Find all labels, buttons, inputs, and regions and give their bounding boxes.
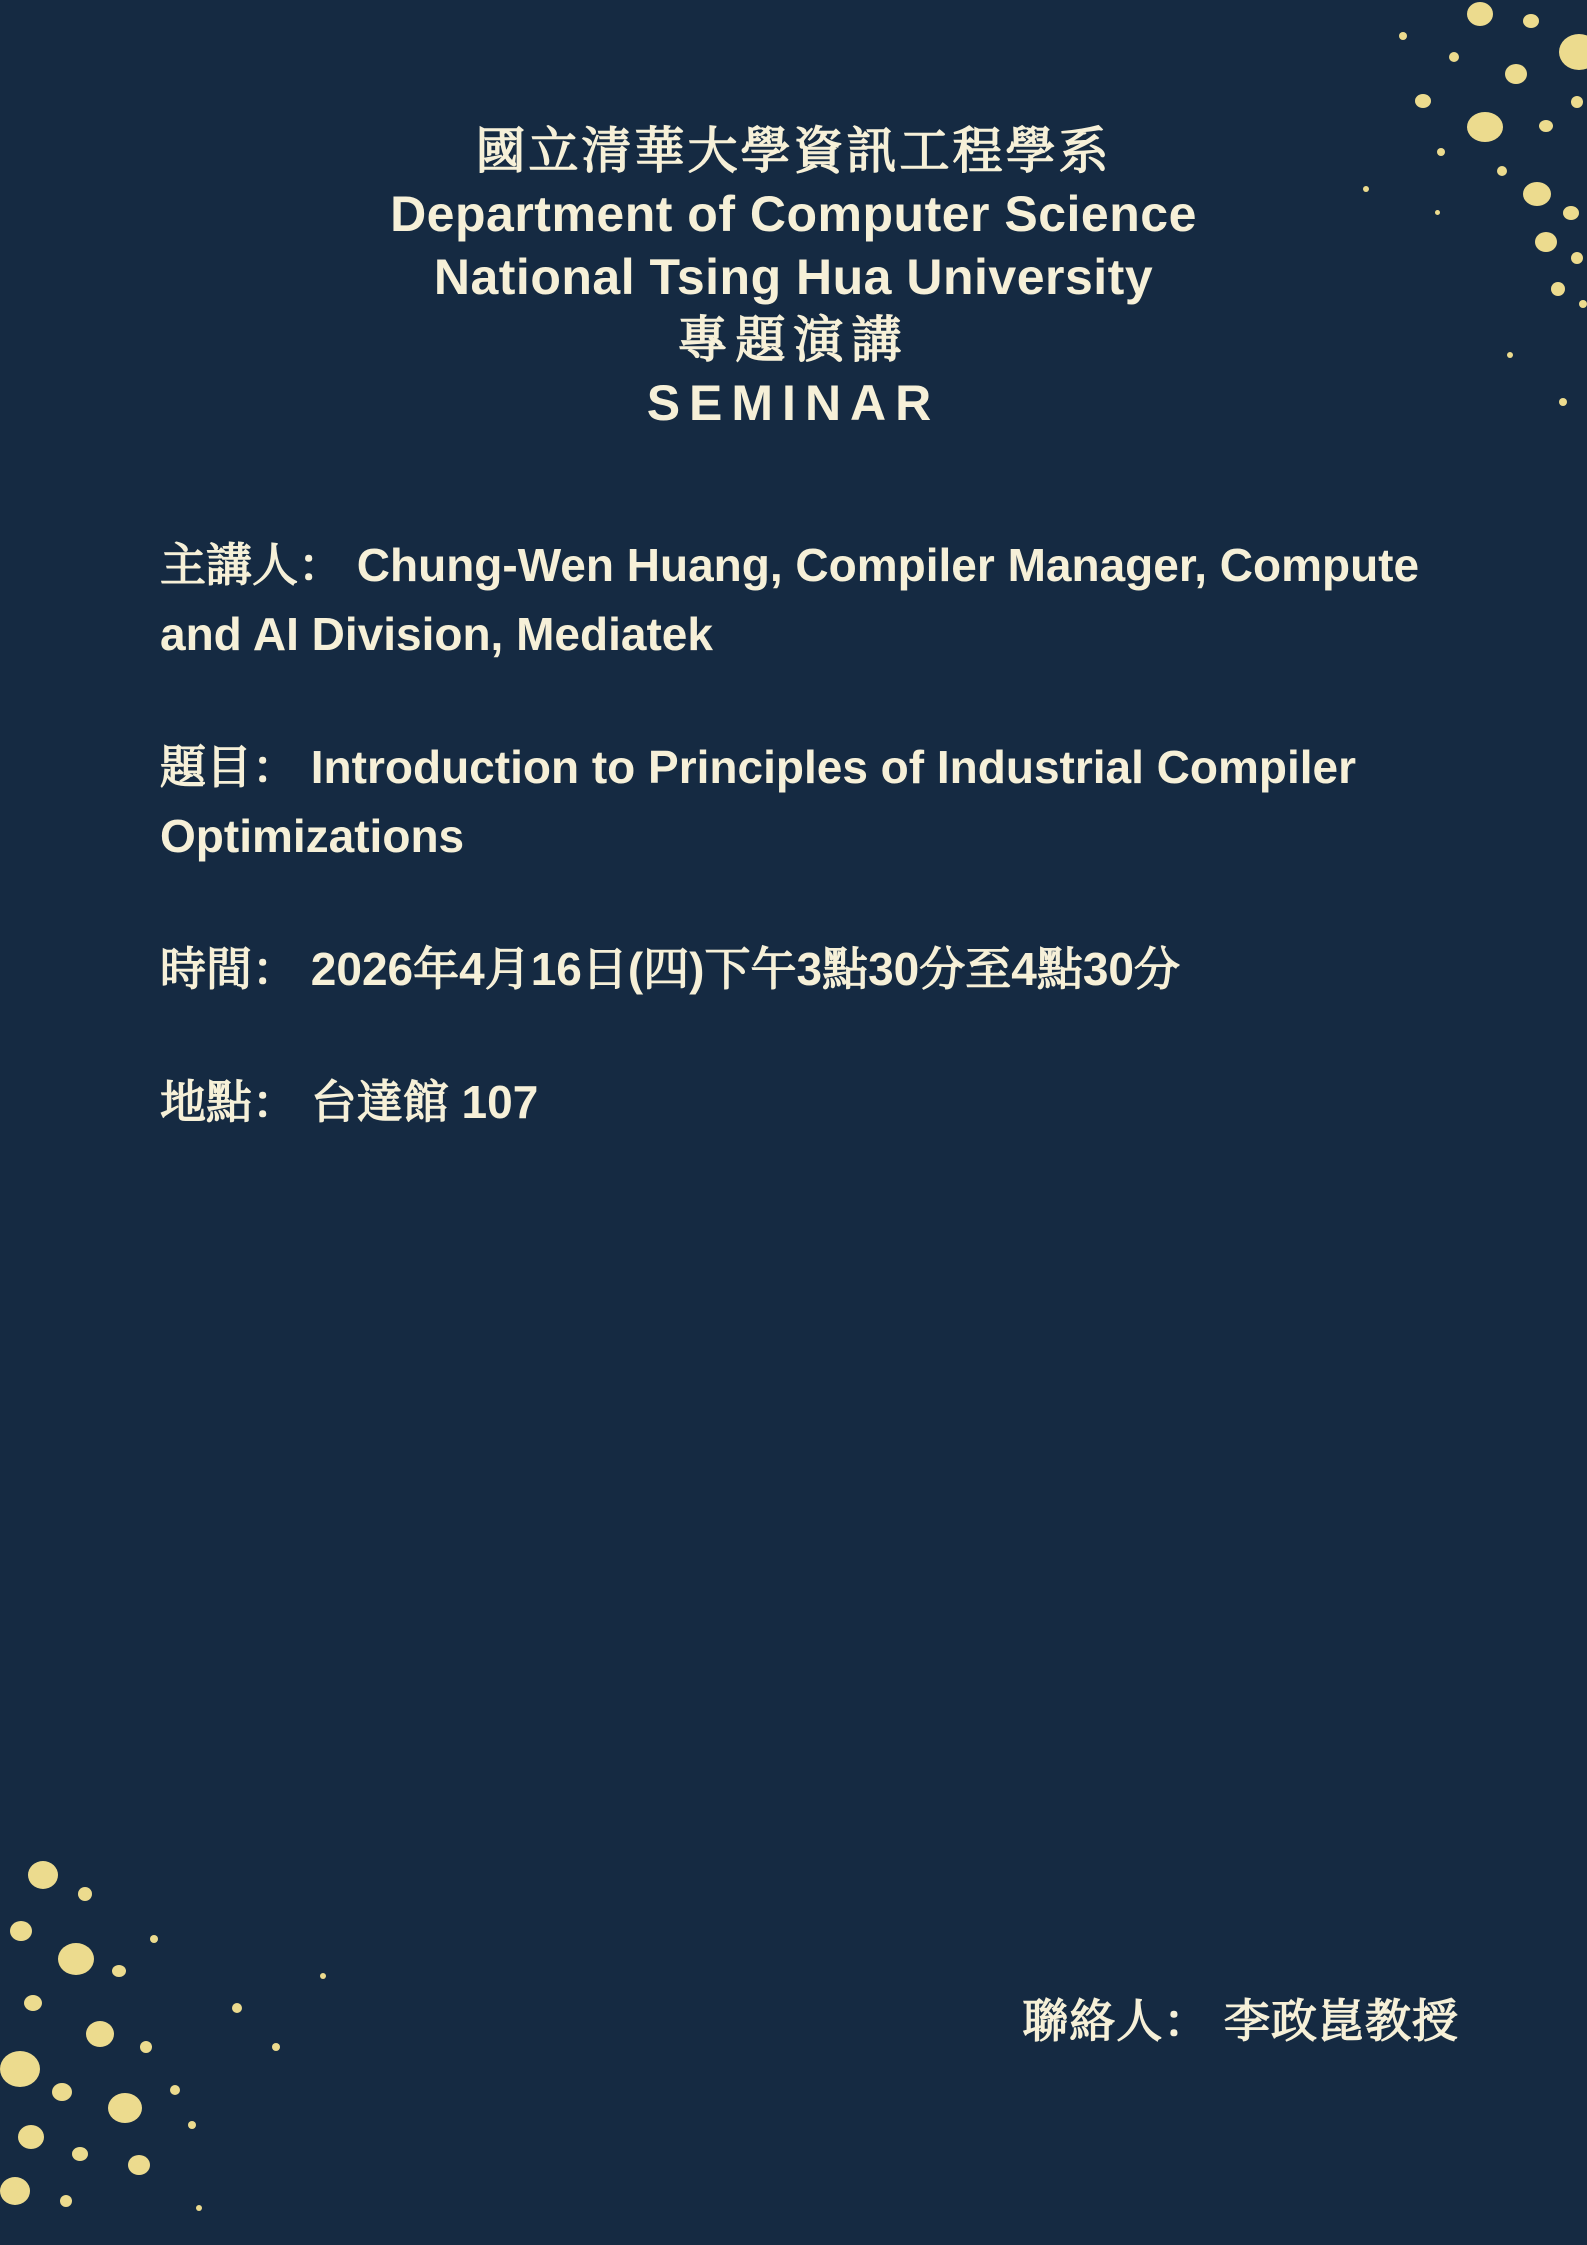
location-label: 地點：: [160, 1076, 298, 1128]
time-label: 時間：: [160, 943, 298, 995]
talk-title-label: 題目：: [160, 741, 298, 793]
location-field: [160, 1068, 1427, 1137]
poster-header: [0, 0, 1587, 435]
poster-details: [0, 531, 1587, 1137]
talk-title-field: [160, 733, 1427, 871]
header-department-en: Department of Computer Science: [390, 186, 1197, 242]
speaker-value: Chung-Wen Huang, Compiler Manager, Compute and AI Division, Mediatek: [160, 539, 1420, 660]
contact-name: 李政崑教授: [1224, 1995, 1459, 2047]
contact-label: 聯絡人：: [1022, 1995, 1211, 2047]
speaker-field: [160, 531, 1427, 669]
header-university-en: National Tsing Hua University: [433, 249, 1154, 305]
time-value: 2026年4月16日(四)下午3點30分至4點30分: [310, 943, 1180, 995]
speaker-label: 主講人：: [160, 539, 344, 591]
gold-splatter-bottom-left-icon: [0, 1825, 460, 2245]
contact-person: [1022, 1985, 1459, 2051]
header-seminar-en: SEMINAR: [646, 375, 941, 431]
time-field: [160, 935, 1427, 1004]
header-seminar-cjk: 專題演講: [677, 312, 910, 368]
header-department-cjk: 國立清華大學資訊工程學系: [475, 123, 1112, 179]
talk-title-value: Introduction to Principles of Industrial Compiler Optimizations: [160, 741, 1357, 862]
location-value: 台達館 107: [310, 1076, 539, 1128]
